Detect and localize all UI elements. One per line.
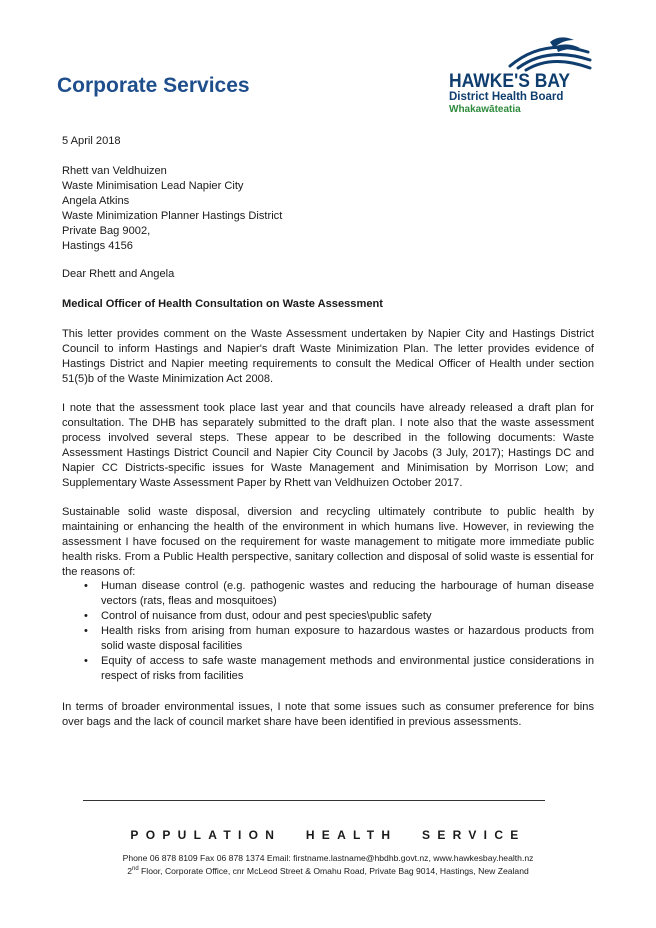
salutation: Dear Rhett and Angela bbox=[62, 268, 175, 280]
address-rest: Floor, Corporate Office, cnr McLeod Street & Omahu Road, Private Bag 9014, Hastings, New Zealand bbox=[138, 866, 529, 876]
floor-suffix: nd bbox=[131, 866, 139, 873]
address-line: Private Bag 9002, bbox=[62, 225, 151, 237]
bullet-icon: • bbox=[84, 655, 88, 667]
paragraph-4: In terms of broader environmental issues, I note that some issues such as consumer preference for bins over bags and the lack of council market share have been identified in previous assessments. bbox=[62, 701, 594, 728]
address-line: Rhett van Veldhuizen bbox=[62, 165, 167, 177]
paragraph-2: I note that the assessment took place last year and that councils have already released a draft plan for consultation. The DHB has separately submitted to the draft plan. I note also that the waste assessment process involved several steps. These appear to be described in the following documents: Waste Assessment Hastings District Council and Napier City Council by Jacobs (3 July, 2017); Hastings DC and Napier CC Districts-specific issues for Waste Management and Minimisation by Morrison Low; and Supplementary Waste Assessment Paper by Rhett van Veldhuizen October 2017. bbox=[62, 402, 594, 489]
paragraph-3: Sustainable solid waste disposal, diversion and recycling ultimately contribute to public health by maintaining or enhancing the health of the environment in which humans live. However, in reviewing the assessment I have focused on the requirement for waste management to mitigate more immediate public health risks. From a Public Health perspective, sanitary collection and disposal of solid waste is essential for the reasons of: bbox=[62, 506, 594, 578]
bullet-item bbox=[62, 609, 594, 624]
address-line: Waste Minimization Planner Hastings District bbox=[62, 210, 283, 222]
floor-number: 2 bbox=[127, 866, 132, 876]
department-heading: Corporate Services bbox=[57, 74, 250, 97]
bullet-item bbox=[62, 654, 594, 684]
paragraph-1: This letter provides comment on the Waste Assessment undertaken by Napier City and Hastings District Council to inform Hastings and Napier's draft Waste Minimization Plan. The letter provides evidence of Hastings District and Napier meeting requirements to consult the Medical Officer of Health under section 51(5)b of the Waste Minimization Act 2008. bbox=[62, 328, 594, 385]
bullet-icon: • bbox=[84, 580, 88, 592]
letter-subject: Medical Officer of Health Consultation on Waste Assessment bbox=[62, 298, 383, 310]
bullet-icon: • bbox=[84, 610, 88, 622]
address-line: Hastings 4156 bbox=[62, 240, 133, 252]
bullet-item bbox=[62, 579, 594, 609]
logo-wordmark bbox=[449, 72, 581, 116]
footer-divider bbox=[83, 800, 545, 801]
reasons-bullet-list bbox=[62, 579, 594, 684]
bullet-text: Human disease control (e.g. pathogenic wastes and reducing the harbourage of human disease vectors (rats, fleas and mosquitoes) bbox=[101, 580, 594, 607]
recipient-address bbox=[62, 164, 594, 254]
bullet-text: Health risks from arising from human exposure to hazardous wastes or hazardous products from solid waste disposal facilities bbox=[101, 625, 594, 652]
footer-contact bbox=[0, 852, 656, 878]
bullet-text: Equity of access to safe waste management methods and environmental justice considerations in respect of risks from facilities bbox=[101, 655, 594, 682]
address-line: Waste Minimisation Lead Napier City bbox=[62, 180, 244, 192]
logo-line-maori: Whakawāteatia bbox=[449, 104, 521, 115]
footer-service-name: POPULATION HEALTH SERVICE bbox=[130, 828, 526, 842]
address-line: Angela Atkins bbox=[62, 195, 130, 207]
bullet-item bbox=[62, 624, 594, 654]
bullet-text: Control of nuisance from dust, odour and pest species\public safety bbox=[101, 610, 432, 622]
footer-contact-line-2 bbox=[0, 865, 656, 878]
logo-line-hawkes-bay: HAWKE'S BAY bbox=[449, 71, 571, 92]
logo-line-dhb: District Health Board bbox=[449, 91, 564, 103]
footer-contact-line-1: Phone 06 878 8109 Fax 06 878 1374 Email: firstname.lastname@hbdhb.govt.nz, www.hawkesbay.health.nz bbox=[122, 853, 534, 863]
bullet-icon: • bbox=[84, 625, 88, 637]
letter-date: 5 April 2018 bbox=[62, 135, 121, 147]
